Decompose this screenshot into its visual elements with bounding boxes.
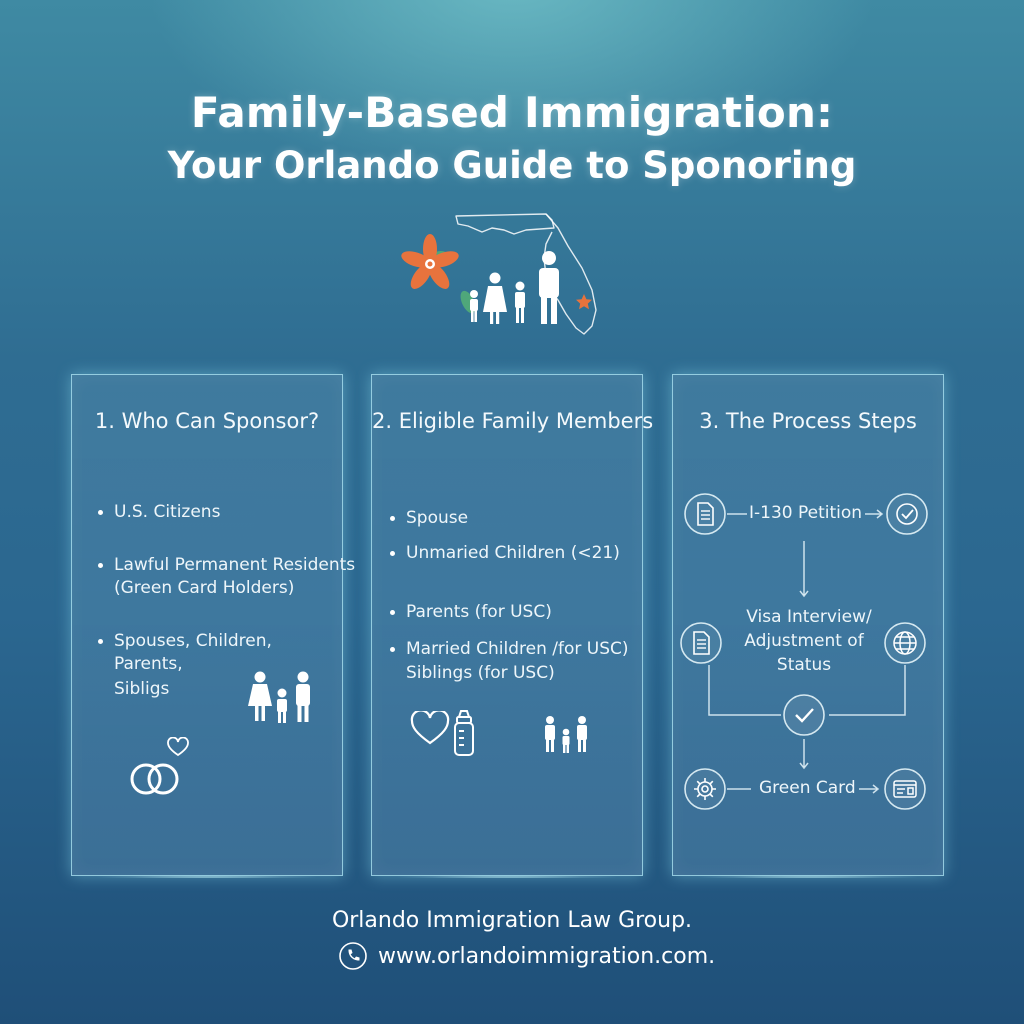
list-item-continuation: (Green Card Holders) [114, 578, 295, 598]
wedding-rings-icon [122, 737, 194, 801]
list-item: Unmaried Children (<21) [390, 541, 620, 565]
list-item-continuation: Parents, [114, 654, 183, 674]
id-card-icon [883, 767, 927, 811]
card-title: 1. Who Can Sponsor? [94, 409, 320, 433]
card-title: 2. Eligible Family Members [372, 409, 654, 433]
website-link[interactable]: www.orlandoimmigration.com. [378, 943, 716, 969]
gear-icon [683, 767, 727, 811]
card-process-steps [672, 374, 944, 876]
page-title: Family-Based Immigration: [190, 88, 834, 137]
step-visa-interview: Visa Interview/ [746, 607, 872, 627]
baby-bottle-icon [450, 709, 478, 759]
list-item-continuation: Siblings (for USC) [406, 663, 555, 683]
footer-website[interactable] [338, 940, 715, 972]
step-adjustment: Adjustment of [744, 631, 864, 651]
heart-icon [168, 737, 188, 755]
step-green-card: Green Card [759, 778, 856, 798]
orange-blossom-icon [399, 234, 478, 315]
card-title: 3. The Process Steps [699, 409, 917, 433]
family-icon [248, 671, 318, 725]
card-eligible-family-members [371, 374, 654, 876]
hero-illustration [396, 206, 606, 336]
family-icon [470, 251, 559, 324]
list-item: U.S. Citizens [98, 500, 220, 524]
footer-firm-name: Orlando Immigration Law Group. [331, 908, 693, 933]
card-who-can-sponsor [71, 374, 356, 876]
check-circle-icon [885, 492, 929, 536]
check-circle-icon [782, 693, 826, 737]
list-item: Lawful Permanent Residents [98, 553, 355, 577]
step-status: Status [776, 655, 832, 675]
family-icon [542, 715, 590, 755]
document-icon [679, 621, 723, 665]
globe-icon [883, 621, 927, 665]
page-subtitle: Your Orlando Guide to Sponoring [167, 144, 857, 187]
phone-icon [338, 941, 368, 971]
list-item: Parents (for USC) [390, 600, 552, 624]
star-icon [576, 294, 592, 309]
document-icon [683, 492, 727, 536]
heart-icon [410, 711, 450, 747]
list-item-continuation: Sibligs [114, 679, 170, 699]
list-item: Spouse [390, 506, 468, 530]
list-item: Married Children /for USC) [390, 637, 629, 661]
list-item: Spouses, Children, [98, 629, 272, 653]
step-i130-petition: I-130 Petition [749, 503, 863, 523]
